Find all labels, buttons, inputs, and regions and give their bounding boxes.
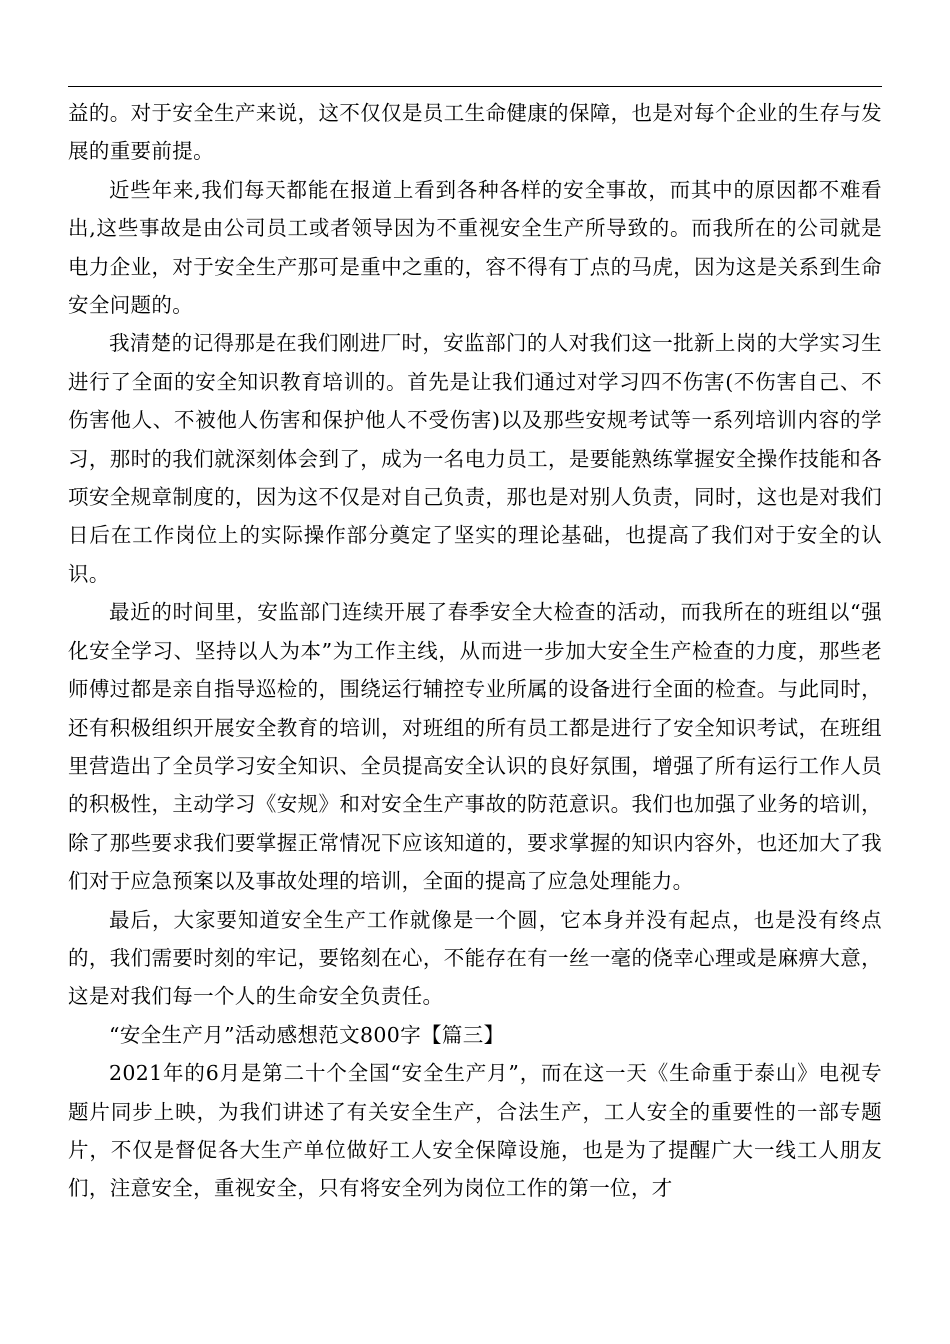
paragraph-safety-month: 2021年的6月是第二十个全国“安全生产月”，而在这一天《生命重于泰山》电视专题片同步上映，为我们讲述了有关安全生产，合法生产，工人安全的重要性的一部专题片，不仅是督促各大生产单位做好工人安全保障设施，也是为了提醒广大一线工人朋友们，注意安全，重视安全，只有将安全列为岗位工作的第一位，才: [68, 1061, 882, 1201]
paragraph-spring-inspection: 最近的时间里，安监部门连续开展了春季安全大检查的活动，而我所在的班组以“强化安全学习、坚持以人为本”为工作主线，从而进一步加大安全生产检查的力度，那些老师傅过都是亲自指导巡检的，围绕运行辅控专业所属的设备进行全面的检查。与此同时，还有积极组织开展安全教育的培训，对班组的所有员工都是进行了安全知识考试，在班组里营造出了全员学习安全知识、全员提高安全认识的良好氛围，增强了所有运行工作人员的积极性，主动学习《安规》和对安全生产事故的防范意识。我们也加强了业务的培训，除了那些要求我们要掌握正常情况下应该知道的，要求掌握的知识内容外，也还加大了我们对于应急预案以及事故处理的培训，全面的提高了应急处理能力。: [68, 600, 882, 894]
paragraph-accident-causes: 近些年来,我们每天都能在报道上看到各种各样的安全事故，而其中的原因都不难看出,这些事故是由公司员工或者领导因为不重视安全生产所导致的。而我所在的公司就是电力企业，对于安全生产那可是重中之重的，容不得有丁点的马虎，因为这是关系到生命安全问题的。: [68, 177, 882, 318]
paragraph-safety-training: 我清楚的记得那是在我们刚进厂时，安监部门的人对我们这一批新上岗的大学实习生进行了全面的安全知识教育培训的。首先是让我们通过对学习四不伤害(不伤害自己、不伤害他人、不被他人伤害和保护他人不受伤害)以及那些安规考试等一系列培训内容的学习，那时的我们就深刻体会到了，成为一名电力员工，是要能熟练掌握安全操作技能和各项安全规章制度的，因为这不仅是对自己负责，那也是对别人负责，同时，这也是对我们日后在工作岗位上的实际操作部分奠定了坚实的理论基础，也提高了我们对于安全的认识。: [68, 331, 882, 586]
document-body: [68, 94, 882, 1208]
section-heading: “安全生产月”活动感想范文800字【篇三】: [109, 1022, 505, 1047]
header-rule: [68, 86, 882, 87]
paragraph-conclusion: 最后，大家要知道安全生产工作就像是一个圆，它本身并没有起点，也是没有终点的，我们需要时刻的牢记，要铭刻在心，不能存在有一丝一毫的侥幸心理或是麻痹大意，这是对我们每一个人的生命安全负责任。: [68, 907, 882, 1009]
paragraph-continued: 益的。对于安全生产来说，这不仅仅是员工生命健康的保障，也是对每个企业的生存与发展的重要前提。: [68, 101, 882, 164]
